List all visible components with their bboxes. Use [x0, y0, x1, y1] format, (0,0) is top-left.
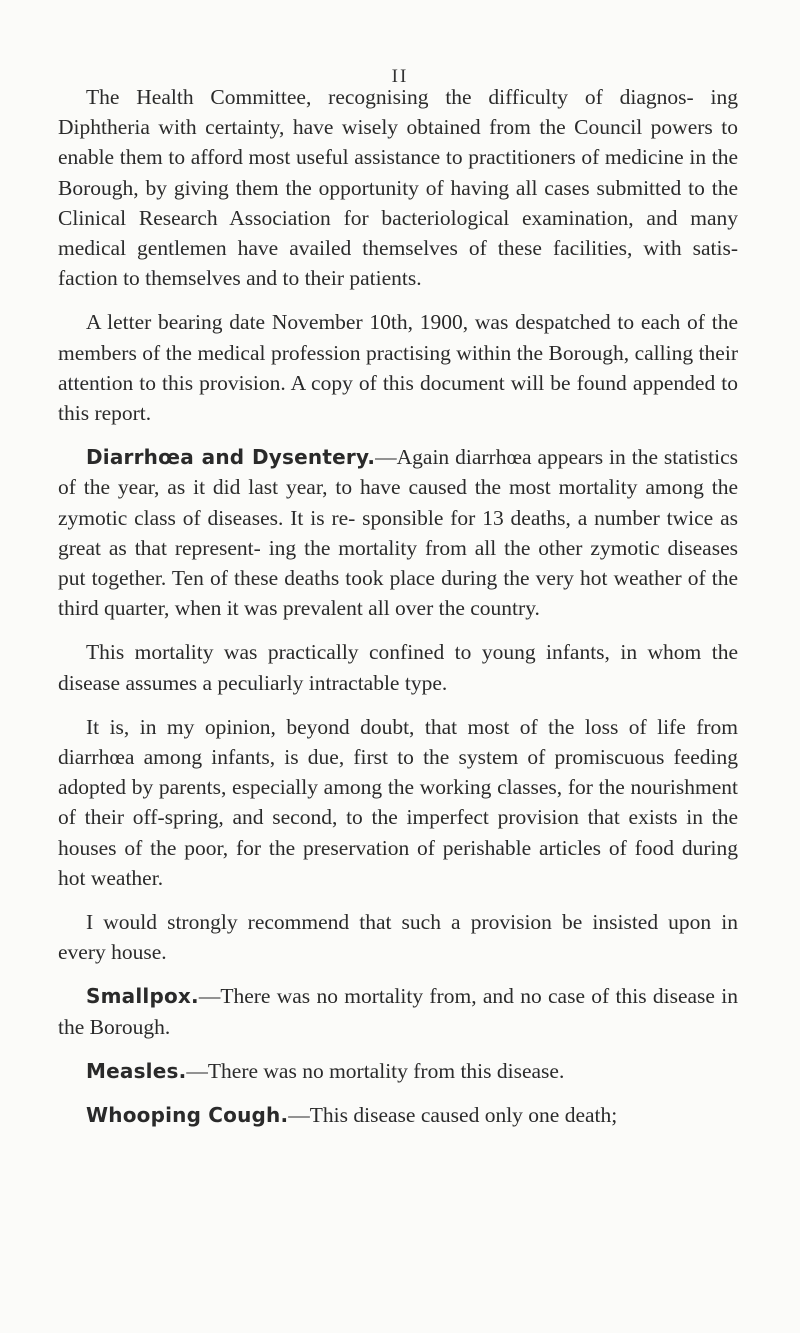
- paragraph-text: This mortality was practically confined to young infants, in whom the disease assumes a peculiarly intractable type.: [58, 640, 738, 695]
- paragraph-mortality-infants: [58, 637, 738, 697]
- paragraph-text: The Health Committee, recognising the difficulty of diagnos- ing Diphtheria with certainty, have wisely obtained from the Council powers to enable them to afford most useful assistance to practitioners of medicine in the Borough, by giving them the opportunity of having all cases submitted to the Clinical Research Association for bacteriological examination, and many medical gentlemen have availed themselves of these facilities, with satis- faction to themselves and to their patients.: [58, 85, 738, 291]
- section-heading-whooping-cough: Whooping Cough.: [86, 1103, 289, 1128]
- paragraph-text: I would strongly recommend that such a provision be insisted upon in every house.: [58, 910, 738, 965]
- paragraph-text: A letter bearing date November 10th, 1900, was despatched to each of the members of the medical profession practising within the Borough, calling their attention to this provision. A copy of this document will be found appended to this report.: [58, 310, 738, 426]
- page-number: II: [391, 66, 409, 87]
- section-heading-measles: Measles.: [86, 1058, 187, 1083]
- paragraph-recommendation: [58, 907, 738, 967]
- section-heading-diarrhoea: Diarrhœa and Dysentery.: [86, 445, 376, 470]
- paragraph-smallpox: [58, 981, 738, 1041]
- paragraph-text: It is, in my opinion, beyond doubt, that most of the loss of life from diarrhœa among infants, is due, first to the system of promiscuous feeding adopted by parents, especially among the working classes, for the nourishment of their off-spring, and second, to the imperfect provision that exists in the houses of the poor, for the preservation of perishable articles of food during hot weather.: [58, 714, 738, 890]
- paragraph-opinion: [58, 712, 738, 893]
- paragraph-diarrhoea: [58, 442, 738, 623]
- section-heading-smallpox: Smallpox.: [86, 984, 199, 1009]
- paragraph-text: —This disease caused only one death;: [288, 1103, 618, 1128]
- paragraph-text: —There was no mortality from this disease.: [186, 1058, 565, 1083]
- paragraph-text: —There was no mortality from, and no case of this disease in the Borough.: [58, 984, 738, 1039]
- paragraph-text: —Again diarrhœa appears in the statistics of the year, as it did last year, to have caused the most mortality among the zymotic class of diseases. It is re- sponsible for 13 deaths, a number twice as great as that represent- ing the mortality from all the other zymotic diseases put together. Ten of these deaths took place during the very hot weather of the third quarter, when it was prevalent all over the country.: [58, 445, 738, 621]
- paragraph-whooping-cough: [58, 1100, 738, 1130]
- paragraph-measles: [58, 1056, 738, 1086]
- paragraph-letter: [58, 307, 738, 428]
- paragraph-diphtheria: [58, 82, 738, 293]
- document-body: [58, 82, 738, 1144]
